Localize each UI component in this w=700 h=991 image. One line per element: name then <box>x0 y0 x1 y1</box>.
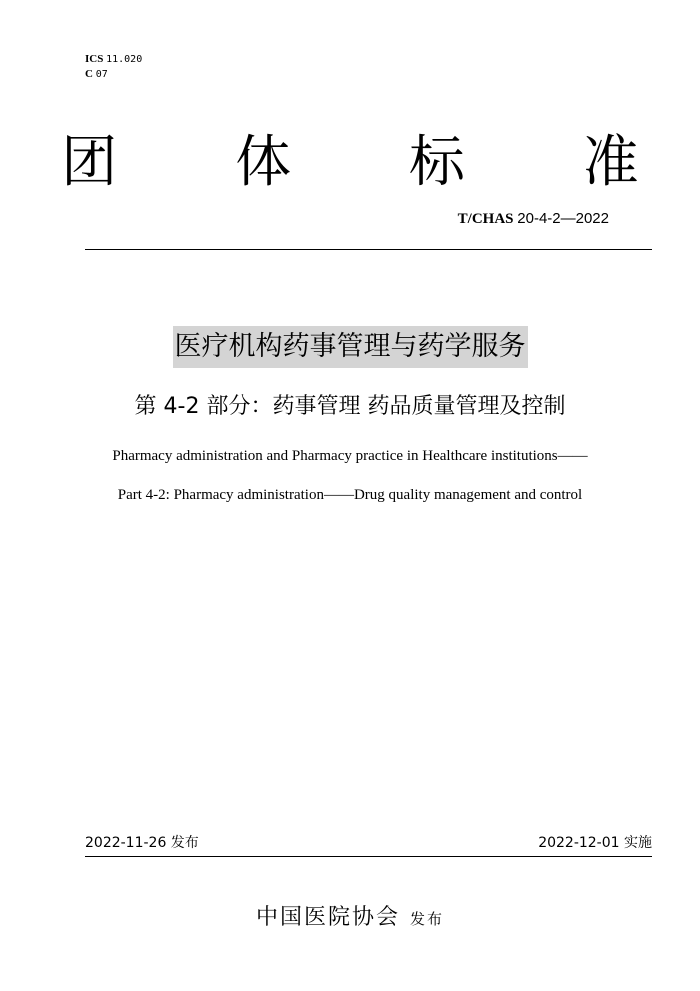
english-title-line-1: Pharmacy administration and Pharmacy practice in Healthcare institutions—— <box>112 448 588 464</box>
publisher-name: 中国医院协会 <box>255 905 400 930</box>
standard-code: 20-4-2—2022 <box>517 210 609 227</box>
standard-number <box>458 210 609 228</box>
ics-value: 11.020 <box>106 54 143 65</box>
publisher-line <box>0 900 700 931</box>
issue-date: 2022-11-26 发布 <box>85 835 199 851</box>
publisher-action: 发布 <box>410 910 445 928</box>
ccs-line <box>85 67 142 82</box>
ccs-label: C <box>85 68 93 80</box>
implementation-date: 2022-12-01 实施 <box>538 835 652 851</box>
document-type-heading: 团 体 标 准 <box>61 130 689 195</box>
ics-line <box>85 52 142 67</box>
ics-label: ICS <box>85 53 104 65</box>
main-title: 医疗机构药事管理与药学服务 <box>173 326 528 368</box>
part-subtitle: 第 4-2 部分：药事管理 药品质量管理及控制 <box>134 394 566 419</box>
top-divider <box>85 249 652 250</box>
standard-prefix: T/CHAS <box>457 211 514 227</box>
ccs-value: 07 <box>95 69 108 80</box>
main-title-block <box>0 326 700 368</box>
english-title-line-2: Part 4-2: Pharmacy administration——Drug quality management and control <box>117 487 583 503</box>
classification-codes <box>85 52 142 82</box>
bottom-divider <box>85 856 652 857</box>
